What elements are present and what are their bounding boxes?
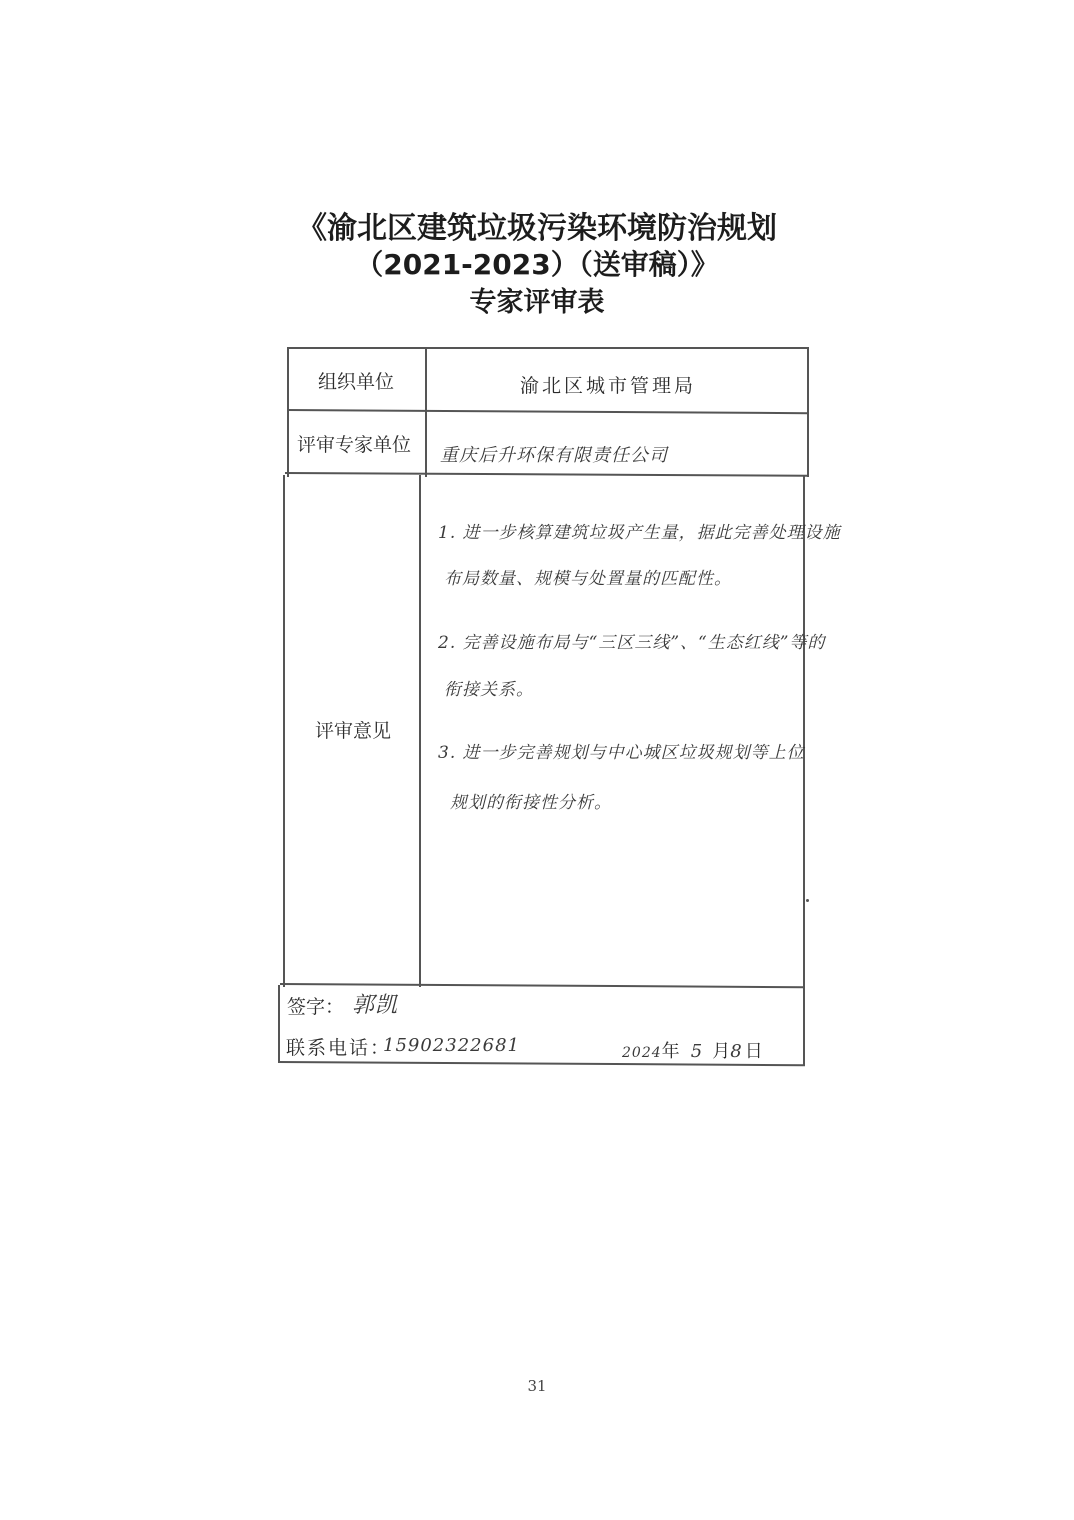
date-field (622, 1037, 763, 1063)
opinion-label: 评审意见 (315, 720, 392, 742)
table-row-divider-1 (287, 409, 809, 414)
phone-value: 15902322681 (383, 1035, 520, 1056)
opinion-line-6: 规划的衔接性分析。 (450, 793, 612, 813)
page-number: 31 (527, 1377, 547, 1395)
scan-speck (806, 899, 809, 902)
table-col-divider-upper (425, 347, 427, 477)
table-border-left-lower (283, 475, 285, 987)
signature: 郭凯 (352, 993, 399, 1018)
table-border-top (287, 347, 809, 349)
table-col-divider-lower (419, 475, 421, 987)
document-title-line1: 《渝北区建筑垃圾污染环境防治规划 (297, 211, 777, 246)
opinion-line-1: 1. 进一步核算建筑垃圾产生量，据此完善处理设施 (438, 523, 841, 543)
org-value: 渝北区城市管理局 (520, 375, 697, 397)
document-title-line3: 专家评审表 (469, 287, 605, 318)
table-border-left-bottom (278, 985, 280, 1063)
date-day-unit: 日 (744, 1041, 763, 1062)
phone-label: 联系电话： (286, 1037, 392, 1059)
table-row-divider-2 (285, 472, 807, 477)
date-month: 5 (690, 1041, 704, 1062)
opinion-line-3: 2. 完善设施布局与“三区三线”、“生态红线”等的 (438, 633, 826, 653)
org-label: 组织单位 (318, 371, 395, 393)
signature-label: 签字： (287, 996, 345, 1018)
date-month-unit: 月 (712, 1041, 731, 1062)
opinion-line-4: 衔接关系。 (444, 680, 534, 700)
document-title-line2: （2021-2023）（送审稿）》 (355, 248, 719, 281)
table-border-left-upper (287, 347, 289, 477)
date-year-unit: 年 (661, 1041, 680, 1062)
expert-unit-value: 重庆后升环保有限责任公司 (440, 445, 668, 466)
opinion-line-2: 布局数量、规模与处置量的匹配性。 (444, 569, 732, 589)
date-day: 8 (730, 1041, 743, 1062)
expert-unit-label: 评审专家单位 (297, 434, 412, 456)
table-border-right-lower (803, 475, 805, 1065)
date-year: 2024 (622, 1045, 662, 1061)
opinion-line-5: 3. 进一步完善规划与中心城区垃圾规划等上位 (438, 743, 805, 763)
